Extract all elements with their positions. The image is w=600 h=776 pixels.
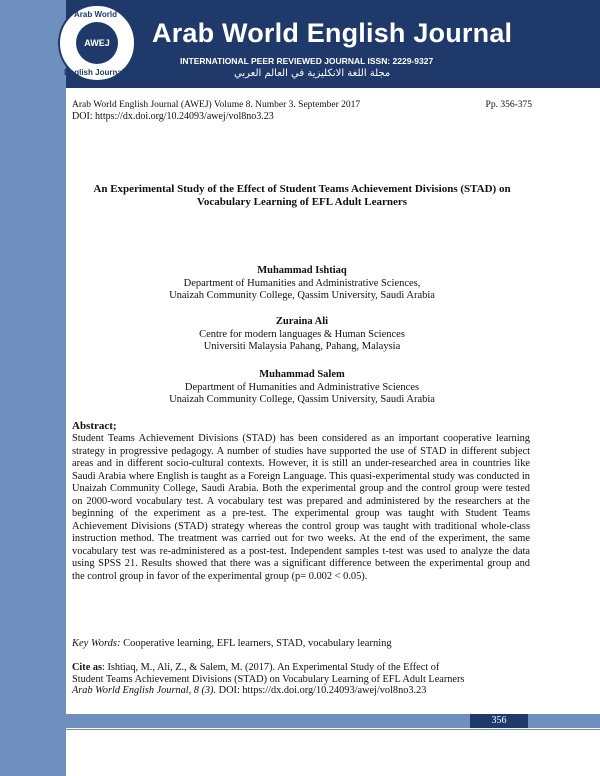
issue-info: Arab World English Journal (AWEJ) Volume 8. Number 3. September 2017 [72, 100, 361, 110]
page-range: Pp. 356-375 [485, 100, 532, 110]
logo-ring-bottom: English Journal [64, 68, 125, 77]
keywords-label: Key Words: [72, 638, 121, 649]
author-block-2 [72, 316, 532, 354]
journal-banner [66, 0, 600, 88]
author-name: Zuraina Ali [275, 316, 329, 327]
cite-line-2: Student Teams Achievement Divisions (STAD) on Vocabulary Learning of EFL Adult Learners [72, 673, 465, 685]
citation-block [72, 662, 532, 697]
author-affiliation: Centre for modern languages & Human Sciences [199, 328, 405, 340]
issn-line: INTERNATIONAL PEER REVIEWED JOURNAL ISSN: 2229-9327 [180, 56, 434, 66]
cite-journal: Arab World English Journal, 8 (3). [72, 685, 217, 696]
paper-title-line-1: An Experimental Study of the Effect of Student Teams Achievement Divisions (STAD) on [93, 183, 511, 195]
arabic-title: مجلة اللغة الانكليزية في العالم العربي [234, 68, 391, 79]
footer-rule [66, 729, 600, 730]
cite-line-1: : Ishtiaq, M., Ali, Z., & Salem, M. (2017). An Experimental Study of the Effect of [102, 662, 440, 673]
logo-ring-top: Arab World [74, 10, 117, 19]
author-name: Muhammad Ishtiaq [257, 265, 347, 276]
journal-title: Arab World English Journal [152, 18, 513, 48]
abstract-body: Student Teams Achievement Divisions (STAD) has been considered as an important cooperative learning strategy in progressive pedagogy. A number of studies have supported the use of STAD in different subject areas and in different socio-cultural contexts. However, it is still an under-researched area in countries like Saudi Arabia where English is taught as a Foreign Language. This quasi-experimental study was conducted in Unaizah Community College, Saudi Arabia. Both the experimental group and the control group were tested on 2000-word vocabulary test. A vocabulary test was prepared and administered by the researchers at the beginning of the experiment as a pre-test. The experimental group was taught with Student Teams Achievement Divisions (STAD) strategy whereas the control group was taught with traditional whole-class instruction method. The treatment was carried out for two weeks. At the end of the experiment, the same vocabulary test was re-administered as a post-test. Independent samples t-test was used to analyze the data using SPSS 21. Results showed that there was a significant difference between the experimental group and the control group in favor of the experimental group (p= 0.002 < 0.05). [72, 433, 530, 582]
journal-logo [58, 4, 136, 82]
author-affiliation: Unaizah Community College, Qassim University, Saudi Arabia [169, 394, 435, 405]
doi-link[interactable]: DOI: https://dx.doi.org/10.24093/awej/vol8no3.23 [72, 111, 274, 122]
keywords-line [72, 638, 532, 649]
cite-doi[interactable]: DOI: https://dx.doi.org/10.24093/awej/vol8no3.23 [216, 685, 427, 696]
left-margin-bar [0, 0, 66, 776]
cite-label: Cite as [72, 662, 103, 673]
paper-title-line-2: Vocabulary Learning of EFL Adult Learners [196, 196, 408, 208]
issue-line [72, 100, 532, 110]
author-affiliation: Department of Humanities and Administrative Sciences [184, 381, 420, 393]
author-block-3 [72, 369, 532, 407]
author-name: Muhammad Salem [259, 369, 345, 380]
logo-center-text: AWEJ [76, 22, 118, 64]
paper-title [72, 183, 532, 209]
author-affiliation: Universiti Malaysia Pahang, Pahang, Malaysia [203, 341, 401, 352]
keywords-text: Cooperative learning, EFL learners, STAD, vocabulary learning [123, 638, 392, 649]
page-number: 356 [470, 714, 528, 728]
author-affiliation: Unaizah Community College, Qassim University, Saudi Arabia [169, 290, 435, 301]
author-block-1 [72, 265, 532, 303]
author-affiliation: Department of Humanities and Administrative Sciences, [183, 277, 421, 289]
abstract-heading: Abstract; [72, 420, 117, 432]
